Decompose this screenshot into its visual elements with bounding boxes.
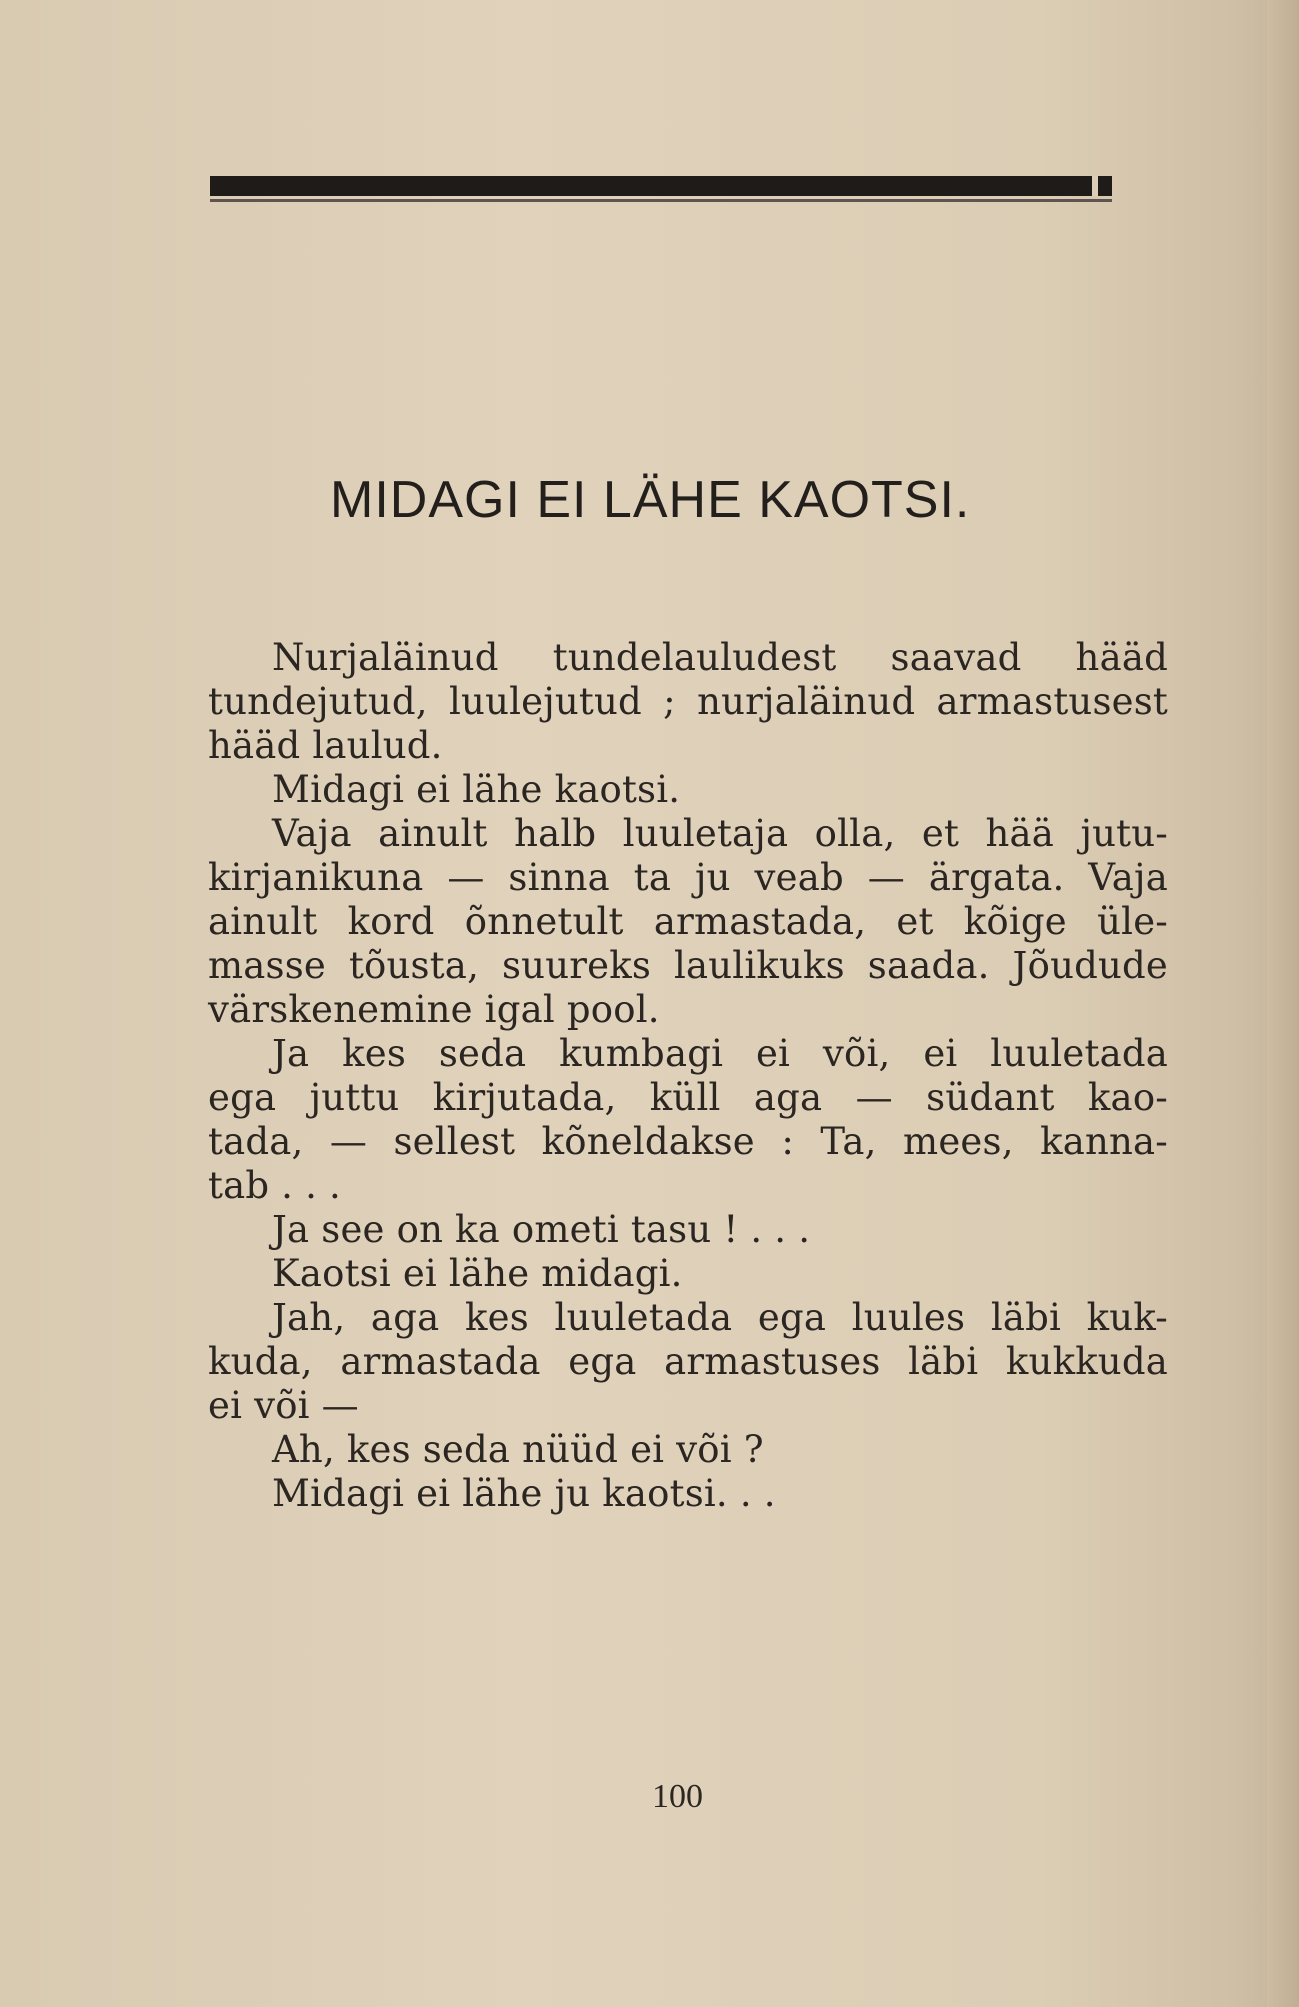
header-rule-thin xyxy=(210,199,1112,202)
text-line: kuda, armastada ega armastuses läbi kukkuda xyxy=(208,1340,1168,1383)
body-text xyxy=(208,636,1168,1516)
text-line: ei või — xyxy=(208,1384,359,1427)
text-line: Ah, kes seda nüüd ei või ? xyxy=(272,1428,764,1471)
text-line: tab . . . xyxy=(208,1164,341,1207)
text-line: Jah, aga kes luuletada ega luules läbi kuk- xyxy=(272,1296,1168,1339)
text-line: Ja kes seda kumbagi ei või, ei luuletada xyxy=(272,1032,1168,1075)
text-line: Kaotsi ei lähe midagi. xyxy=(272,1252,683,1295)
text-line: ega juttu kirjutada, küll aga — südant kao- xyxy=(208,1076,1168,1119)
text-line: ainult kord õnnetult armastada, et kõige üle- xyxy=(208,900,1168,943)
chapter-title: MIDAGI EI LÄHE KAOTSI. xyxy=(330,471,971,529)
text-line: kirjanikuna — sinna ta ju veab — ärgata. Vaja xyxy=(208,856,1168,899)
text-line: Nurjaläinud tundelauludest saavad hääd xyxy=(272,636,1168,679)
text-line: tundejutud, luulejutud ; nurjaläinud armastusest xyxy=(208,680,1168,723)
text-line: Vaja ainult halb luuletaja olla, et hää jutu- xyxy=(272,812,1168,855)
text-line: masse tõusta, suureks laulikuks saada. Jõudude xyxy=(208,944,1168,987)
header-rule-notch xyxy=(1092,176,1098,196)
text-line: tada, — sellest kõneldakse : Ta, mees, kanna- xyxy=(208,1120,1168,1163)
text-line: Midagi ei lähe ju kaotsi. . . xyxy=(272,1472,776,1515)
text-line: värskenemine igal pool. xyxy=(208,988,660,1031)
page-number: 100 xyxy=(652,1778,703,1815)
header-rule xyxy=(210,176,1112,196)
text-line: hääd laulud. xyxy=(208,724,443,767)
text-line: Midagi ei lähe kaotsi. xyxy=(272,768,681,811)
page-edge-shadow xyxy=(1267,0,1299,2007)
text-line: Ja see on ka ometi tasu ! . . . xyxy=(272,1208,811,1251)
